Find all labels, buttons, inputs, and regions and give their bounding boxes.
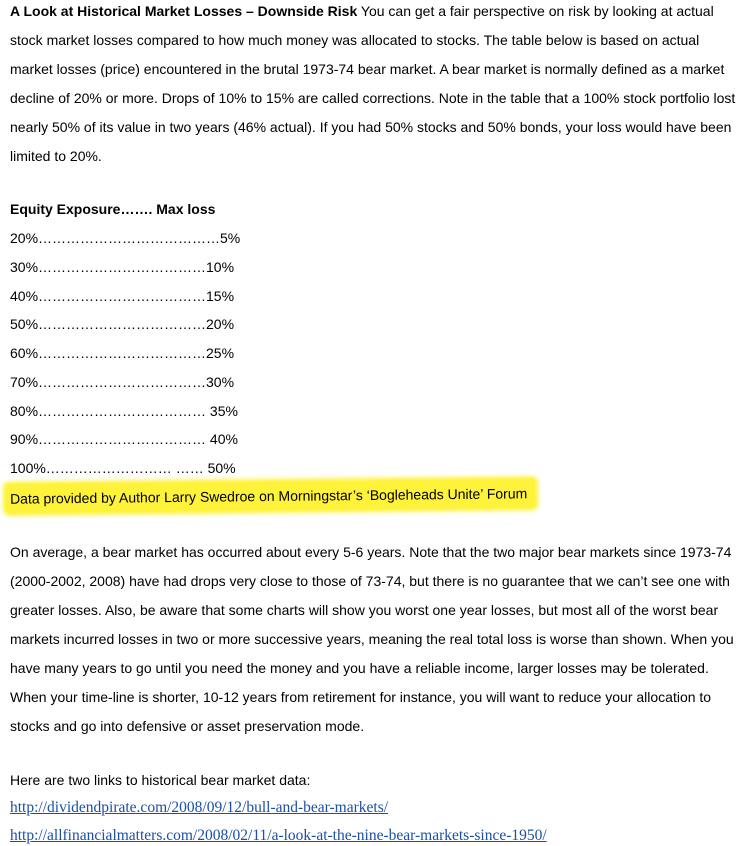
table-row: 20%…………………………………5% <box>10 230 241 246</box>
table-row: 60%………………………………25% <box>10 345 235 361</box>
link-allfinancialmatters[interactable]: http://allfinancialmatters.com/2008/02/11/a-look-at-the-nine-bear-markets-since-1950/ <box>10 827 547 844</box>
equity-loss-table <box>10 224 410 483</box>
table-row: 30%………………………………10% <box>10 258 235 275</box>
table-row: 100%……………………… …… 50% <box>10 460 236 476</box>
body-paragraph: On average, a bear market has occurred about every 5-6 years. Note that the two major bear markets since 1973-74 (2000-2002, 2008) have had drops very close to those of 73-74, but there is no guarantee that we can’t see one with greater losses. Also, be aware that some charts will show you worst one year losses, but most all of the worst bear markets incurred losses in two or more successive years, meaning the real total loss is worse than shown. When you have many years to go until you need the money and you have a reliable income, larger losses may be tolerated. When your time-line is shorter, 10-12 years from retirement for instance, you will want to reduce your allocation to stocks and go into defensive or asset preservation mode. <box>10 544 734 734</box>
table-row: 80%……………………………… 35% <box>10 402 238 419</box>
table-row: 50%………………………………20% <box>10 316 235 333</box>
table-row: 40%………………………………15% <box>10 287 235 304</box>
intro-text: You can get a fair perspective on risk by looking at actual stock market losses compared to how much money was allocated to stocks. The table below is based on actual market losses (price) encountered in the brutal 1973-74 bear market. A bear market is normally defined as a market decline of 20% or more. Drops of 10% to 15% are called corrections. Note in the table that a 100% stock portfolio lost nearly 50% of its value in two years (46% actual). If you had 50% stocks and 50% bonds, your loss would have been limited to 20%. <box>10 3 736 164</box>
links-intro: Here are two links to historical bear market data: <box>10 772 311 788</box>
table-row: 70%………………………………30% <box>10 373 235 390</box>
source-note-highlight <box>6 482 535 510</box>
link-dividendpirate[interactable]: http://dividendpirate.com/2008/09/12/bull-and-bear-markets/ <box>10 799 389 816</box>
intro-heading: A Look at Historical Market Losses – Downside Risk <box>10 3 358 19</box>
table-row: 90%……………………………… 40% <box>10 431 238 448</box>
source-note: Data provided by Author Larry Swedroe on Morningstar’s ‘Bogleheads Unite’ Forum <box>6 479 535 513</box>
intro-paragraph <box>10 0 737 171</box>
table-header: Equity Exposure……. Max loss <box>10 201 216 217</box>
